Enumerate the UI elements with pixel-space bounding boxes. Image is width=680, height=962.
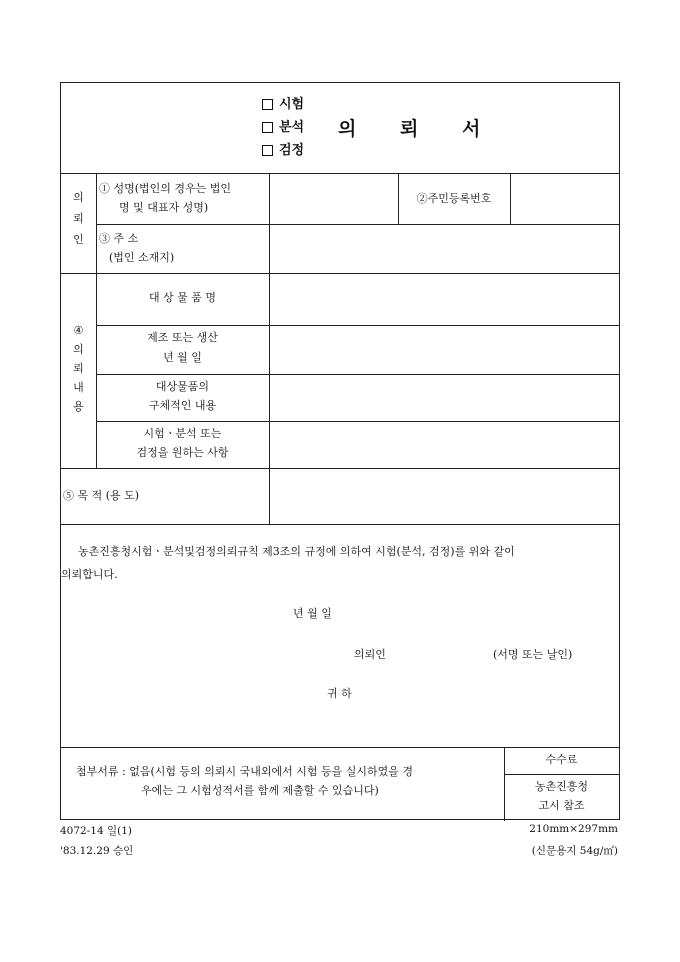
fee-value-2: 고시 참조 xyxy=(538,799,585,812)
checkbox-icon[interactable] xyxy=(262,99,273,110)
resident-no-label: ②주민등록번호 xyxy=(416,192,492,205)
approval-date: '83.12.29 승인 xyxy=(60,845,134,857)
paper-type: (신문용지 54g/㎡) xyxy=(531,845,618,857)
detail-field[interactable] xyxy=(270,375,618,420)
form-number: 4072-14 일(1) xyxy=(60,825,132,837)
statement-text: 농촌진흥청시험ㆍ분석및검정의뢰규칙 제3조의 규정에 의하여 시험(분석, 검정)를 위와 같이 xyxy=(78,545,515,558)
mfg-date-label: 제조 또는 생산 xyxy=(147,331,218,344)
resident-no-field[interactable] xyxy=(511,174,618,223)
address-field[interactable] xyxy=(270,225,618,272)
attachments-text: 첨부서류 : 없음(시험 등의 의뢰시 국내외에서 시험 등을 실시하였을 경 xyxy=(76,765,413,778)
paper-size: 210mm×297mm xyxy=(529,823,618,835)
detail-label: 대상물품의 xyxy=(155,380,210,393)
request-form xyxy=(60,82,620,820)
option-test[interactable]: 시험 xyxy=(262,93,304,116)
addressee: 귀 하 xyxy=(327,687,352,700)
applicant-section-label: 의 뢰 인 xyxy=(73,191,84,246)
date-line: 년 월 일 xyxy=(293,607,332,620)
request-section-label: ④ 의 뢰 내 용 xyxy=(73,324,84,413)
checkbox-icon[interactable] xyxy=(262,122,273,133)
desired-label: 시험ㆍ분석 또는 xyxy=(143,427,222,440)
desired-field[interactable] xyxy=(270,422,618,467)
attachments-text-2: 우에는 그 시험성적서를 함께 제출할 수 있습니다) xyxy=(141,784,379,797)
purpose-field[interactable] xyxy=(270,469,618,523)
item-name-field[interactable] xyxy=(270,274,618,324)
fee-label: 수수료 xyxy=(545,753,578,766)
name-label-2: 명 및 대표자 성명) xyxy=(119,201,209,214)
mfg-date-label-2: 년 월 일 xyxy=(163,351,202,364)
checkbox-icon[interactable] xyxy=(262,145,273,156)
address-label-2: (법인 소재지) xyxy=(109,251,175,264)
name-label: ① 성명(법인의 경우는 법인 xyxy=(99,182,232,195)
address-label: ③ 주 소 xyxy=(99,232,139,245)
name-field[interactable] xyxy=(270,174,397,223)
signature-label: (서명 또는 날인) xyxy=(493,648,573,661)
desired-label-2: 검정을 원하는 사항 xyxy=(136,446,229,459)
requester-label: 의뢰인 xyxy=(354,648,386,661)
form-title: 의 뢰 서 xyxy=(338,118,481,140)
detail-label-2: 구체적인 내용 xyxy=(148,399,217,412)
statement-text-2: 의뢰합니다. xyxy=(61,568,118,581)
mfg-date-field[interactable] xyxy=(270,326,618,373)
option-analysis[interactable]: 분석 xyxy=(262,116,304,139)
purpose-label: ⑤ 목 적 (용 도) xyxy=(63,489,140,502)
item-name-label: 대 상 물 품 명 xyxy=(148,291,217,304)
option-inspection[interactable]: 검정 xyxy=(262,139,304,162)
fee-value: 농촌진흥청 xyxy=(534,780,589,793)
request-type-options xyxy=(262,93,304,162)
